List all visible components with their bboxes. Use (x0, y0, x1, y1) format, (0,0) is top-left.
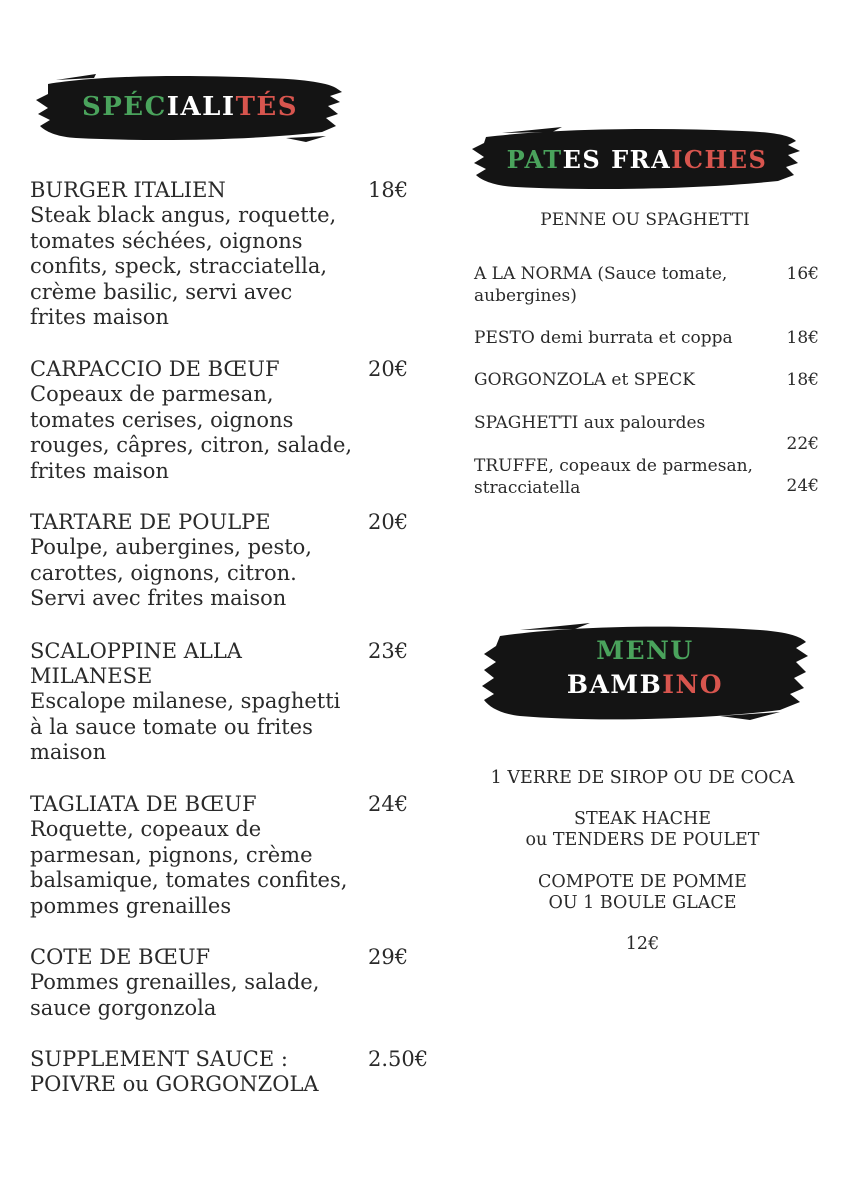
menu-item (30, 639, 430, 766)
specialites-banner (36, 70, 344, 148)
item-name: TAGLIATA DE BŒUF (30, 792, 257, 816)
item-description: SPAGHETTI aux palourdes (474, 413, 706, 433)
item-description: Escalope milanese, spaghetti à la sauce tomate ou frites maison (30, 689, 341, 764)
pates-banner (472, 125, 802, 195)
item-name: SUPPLEMENT SAUCE : POIVRE ou GORGONZOLA (30, 1047, 319, 1096)
pasta-item (474, 327, 819, 349)
specialites-title: SPÉCIALITÉS (81, 92, 299, 122)
pates-title: PATES FRAICHES (506, 145, 768, 174)
item-price: 18€ (786, 370, 819, 390)
item-price: 23€ (368, 639, 409, 663)
item-price: 18€ (786, 328, 819, 348)
item-name: COTE DE BŒUF (30, 945, 211, 969)
item-price: 20€ (368, 357, 409, 381)
bambino-title-line2: BAMBINO (566, 670, 724, 699)
item-description: A LA NORMA (Sauce tomate, aubergines) (474, 264, 728, 306)
item-price: 24€ (368, 792, 409, 816)
item-price: 20€ (368, 510, 409, 534)
pasta-item (474, 263, 819, 307)
item-name: BURGER ITALIEN (30, 178, 226, 202)
item-name: CARPACCIO DE BŒUF (30, 357, 280, 381)
item-description: GORGONZOLA et SPECK (474, 370, 695, 390)
item-description: Pommes grenailles, salade, sauce gorgonzola (30, 970, 320, 1020)
item-description: PESTO demi burrata et coppa (474, 328, 733, 348)
item-name: TARTARE DE POULPE (30, 510, 271, 534)
bambino-title (480, 634, 810, 702)
bambino-main: STEAK HACHE ou TENDERS DE POULET (525, 809, 760, 850)
menu-item (30, 1047, 430, 1097)
menu-item (30, 357, 430, 484)
menu-item (30, 945, 430, 1021)
item-price: 24€ (786, 476, 819, 496)
item-price: 16€ (786, 264, 819, 284)
pasta-item (474, 412, 819, 454)
item-description: Copeaux de parmesan, tomates cerises, oignons rouges, câpres, citron, salade, frites maison (30, 382, 353, 483)
item-price: 18€ (368, 178, 409, 202)
pasta-item (474, 455, 819, 499)
bambino-price: 12€ (625, 934, 660, 954)
bambino-banner (480, 620, 810, 725)
menu-item (30, 792, 430, 919)
pates-subtitle: PENNE OU SPAGHETTI (540, 210, 750, 230)
item-description: Steak black angus, roquette, tomates séchées, oignons confits, speck, stracciatella, crème basilic, servi avec frites maison (30, 203, 337, 329)
item-price: 22€ (786, 434, 819, 454)
bambino-drink: 1 VERRE DE SIROP OU DE COCA (490, 768, 795, 788)
item-description: Poulpe, aubergines, pesto, carottes, oignons, citron. Servi avec frites maison (30, 535, 312, 610)
item-price: 29€ (368, 945, 409, 969)
bambino-title-line1: MENU (596, 636, 694, 665)
item-description: Roquette, copeaux de parmesan, pignons, crème balsamique, tomates confites, pommes grenailles (30, 817, 348, 918)
item-name: SCALOPPINE ALLA MILANESE (30, 639, 242, 688)
bambino-dessert: COMPOTE DE POMME OU 1 BOULE GLACE (538, 872, 747, 913)
pasta-item (474, 369, 819, 391)
item-price: 2.50€ (368, 1047, 429, 1071)
item-description: TRUFFE, copeaux de parmesan, stracciatella (474, 456, 753, 498)
menu-item (30, 510, 430, 612)
menu-item (30, 178, 430, 331)
